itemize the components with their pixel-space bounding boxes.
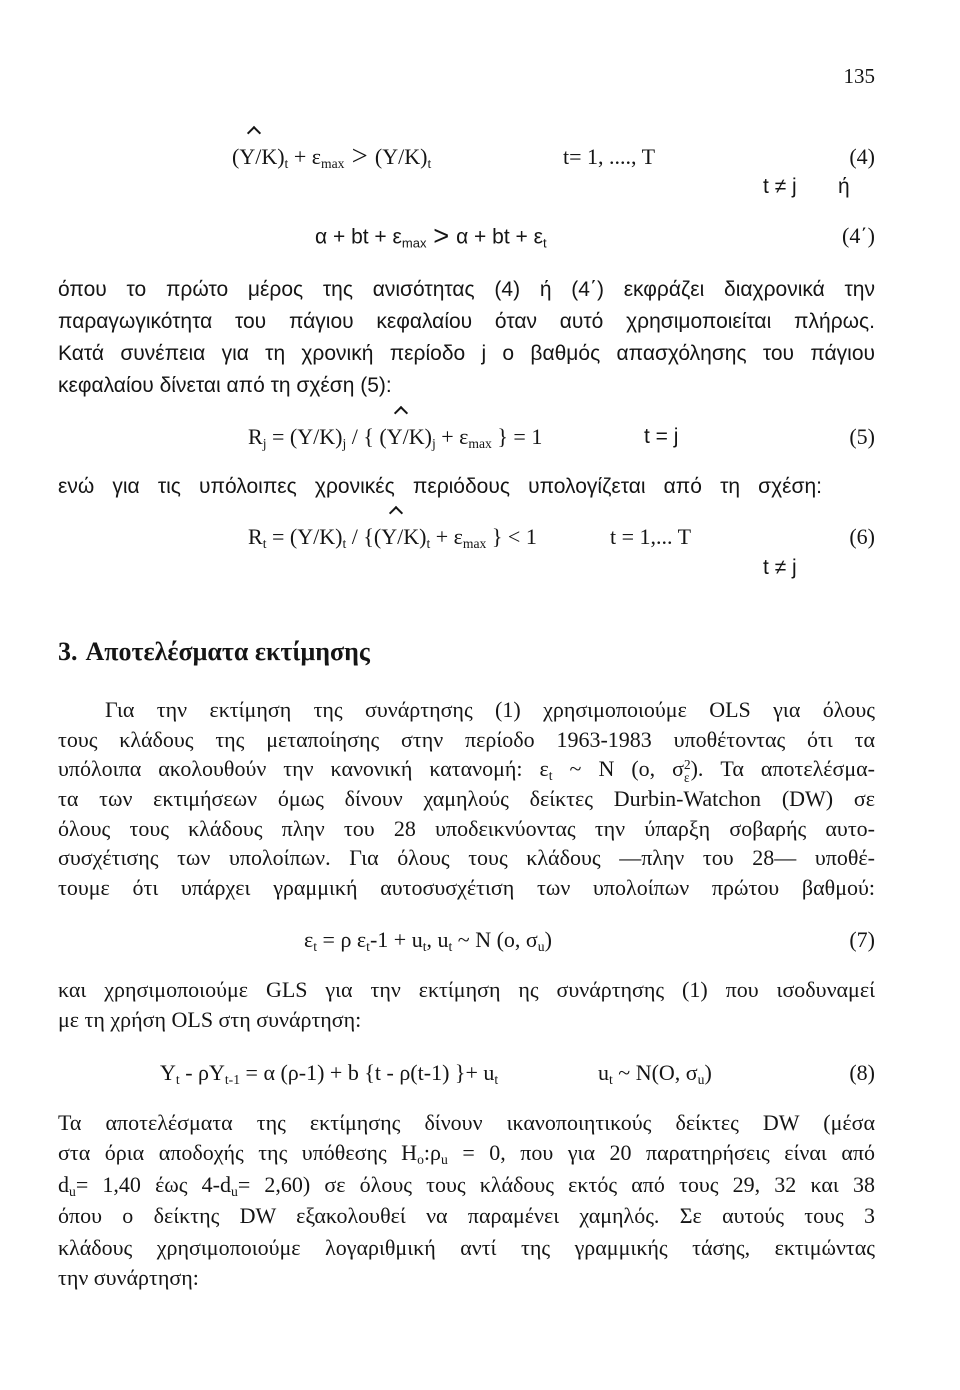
eq-term: } = 1 [491, 424, 543, 449]
eq-term: α + bt + ε [315, 225, 402, 249]
subscript-max: max [321, 156, 345, 172]
paragraph-3-line-3 [58, 754, 875, 784]
sigma-epsilon-squared-indices [684, 759, 691, 784]
y-over-k-hat-term: (Y/K) [232, 142, 285, 172]
equation-6-range: t = 1,... T [610, 524, 692, 549]
eq-term: -1 + u [369, 927, 423, 952]
equation-4-prime-number: (4΄) [842, 223, 875, 248]
eq-term: / { [346, 524, 374, 549]
eq-term: (Y/K) [374, 144, 428, 169]
paragraph-5-line-3 [58, 1170, 875, 1200]
subscript-t: t [548, 768, 553, 784]
subscript-t-minus-1: t-1 [224, 1072, 241, 1088]
subscript-u: u [697, 1072, 705, 1088]
y-over-k-hat-term: (Y/K) [374, 522, 427, 552]
equation-4 [232, 142, 431, 172]
paragraph-5-line-2 [58, 1138, 875, 1168]
eq-term: , u [426, 927, 449, 952]
paragraph-3-line-2: τους κλάδους της μεταποίησης στην περίοδο 1963-1983 υποθέτοντας ότι τα [58, 727, 875, 752]
eq-term: R [248, 424, 263, 449]
subscript-max: max [468, 436, 492, 452]
equation-4-or: ή [838, 175, 850, 198]
superscript-2: 2 [684, 757, 691, 773]
subscript-t: t [448, 939, 453, 955]
page-number: 135 [843, 64, 875, 88]
eq-term: - ρY [179, 1060, 225, 1085]
text-run: στα όρια αποδοχής της υπόθεσης H [58, 1140, 418, 1165]
paragraph-4-line-2: με τη χρήση OLS στη συνάρτηση: [58, 1007, 362, 1032]
subscript-t: t [342, 536, 347, 552]
eq-term: ε [304, 927, 314, 952]
paragraph-5-line-4: όπου ο δείκτης DW εξακολουθεί να παραμένει χαμηλός. Σε αυτούς τους 3 [58, 1203, 875, 1228]
paragraph-3-line-1: Για την εκτίμηση της συνάρτησης (1) χρησιμοποιούμε OLS για όλους [105, 697, 875, 722]
eq-term: } < 1 [486, 524, 537, 549]
y-over-k-hat-term: (Y/K) [379, 422, 432, 452]
paragraph-3-line-4: τα των εκτιμήσεων όμως δίνουν χαμηλούς δείκτες Durbin-Watchon (DW) σε [58, 786, 875, 811]
subscript-t: t [427, 156, 432, 172]
eq-term: Y [160, 1060, 176, 1085]
equation-6 [248, 522, 537, 552]
subscript-o: o [417, 1152, 424, 1168]
subscript-t: t [426, 536, 431, 552]
eq-term: ) [544, 927, 552, 952]
greater-than-sign: > [433, 220, 450, 251]
subscript-epsilon: ε [684, 769, 690, 785]
eq-term: R [248, 524, 263, 549]
paragraph-1-line-1: όπου το πρώτο μέρος της ανισότητας (4) ή (4΄) εκφράζει διαχρονικά την [58, 278, 875, 301]
equation-4-number: (4) [849, 144, 875, 169]
subscript-u: u [537, 939, 545, 955]
eq-term: u [598, 1060, 609, 1085]
eq-term: + ε [430, 524, 463, 549]
equation-6-condition: t ≠ j [763, 556, 797, 579]
eq-term: α + bt + ε [456, 225, 543, 249]
eq-term: ) [704, 1060, 712, 1085]
text-run: υπόλοιπα ακολουθούν την κανονική κατανομή: ε [58, 756, 549, 781]
equation-5 [248, 422, 542, 452]
eq-term: = ρ ε [317, 927, 367, 952]
eq-term: + ε [435, 424, 469, 449]
eq-term: / { [346, 424, 380, 449]
subscript-u: u [231, 1184, 238, 1200]
subscript-t: t [313, 939, 318, 955]
greater-than-sign: > [351, 141, 368, 173]
paragraph-3-line-7: τουμε ότι υπάρχει γραμμική αυτοσυσχέτιση των υπολοίπων πρώτου βαθμού: [58, 875, 875, 900]
subscript-t: t [422, 939, 427, 955]
text-run: = 2,60) σε όλους τους κλάδους εκτός από τους 29, 32 και 38 [237, 1172, 875, 1197]
text-run: = 1,40 έως 4-d [75, 1172, 231, 1197]
eq-term: + ε [288, 144, 321, 169]
equation-4-prime [315, 221, 547, 251]
subscript-j: j [342, 436, 347, 452]
paragraph-5-line-6: την συνάρτηση: [58, 1265, 199, 1290]
equation-4-condition: t ≠ j [763, 175, 797, 198]
equation-5-range: t = j [644, 425, 679, 448]
paragraph-3-line-5: όλους τους κλάδους πλην του 28 υποδεικνύοντας την ύπαρξη σοβαρής αυτο- [58, 816, 875, 841]
equation-5-number: (5) [849, 424, 875, 449]
section-heading [58, 636, 370, 668]
subscript-j: j [262, 436, 267, 452]
eq-term: = α (ρ-1) + b {t - ρ(t-1) }+ u [240, 1060, 495, 1085]
subscript-t: t [609, 1072, 613, 1088]
subscript-max: max [462, 536, 487, 552]
equation-8-distribution [598, 1058, 712, 1088]
text-run: :ρ [423, 1140, 441, 1165]
subscript-u: u [440, 1152, 448, 1168]
paragraph-1-line-3: Κατά συνέπεια για τη χρονική περίοδο j ο βαθμός απασχόλησης του πάγιου [58, 342, 875, 365]
section-number: 3. [58, 637, 78, 666]
eq-term: = (Y/K) [266, 424, 343, 449]
text-run: ~ N (ο, σ [552, 756, 685, 781]
paragraph-5-line-1: Τα αποτελέσματα της εκτίμησης δίνουν ικανοποιητικούς δείκτες DW (μέσα [58, 1110, 875, 1135]
subscript-t: t [284, 156, 289, 172]
equation-8 [160, 1058, 498, 1088]
paragraph-5-line-5: κλάδους χρησιμοποιούμε λογαριθμική αντί της γραμμικής τάσης, εκτιμώντας [58, 1235, 875, 1260]
eq-term: ~ N(O, σ [612, 1060, 698, 1085]
text-run: ). Τα αποτελέσμα- [690, 756, 875, 781]
eq-term: = (Y/K) [266, 524, 343, 549]
paragraph-1-line-2: παραγωγικότητα του πάγιου κεφαλαίου όταν αυτό χρησιμοποιείται πλήρως. [58, 310, 875, 333]
paragraph-4-line-1: και χρησιμοποιούμε GLS για την εκτίμηση ης συνάρτησης (1) που ισοδυναμεί [58, 977, 875, 1002]
subscript-u: u [69, 1184, 76, 1200]
equation-7 [304, 925, 552, 955]
equation-4-range: t= 1, ...., T [563, 144, 656, 169]
equation-7-number: (7) [849, 927, 875, 952]
subscript-j: j [431, 436, 436, 452]
equation-6-number: (6) [849, 524, 875, 549]
equation-8-number: (8) [849, 1060, 875, 1085]
text-run: = 0, που για 20 παρατηρήσεις είναι από [447, 1140, 875, 1165]
subscript-t: t [542, 235, 547, 251]
paragraph-2-line: ενώ για τις υπόλοιπες χρονικές περιόδους υπολογίζεται από τη σχέση: [58, 475, 822, 498]
section-title: Αποτελέσματα εκτίμησης [85, 637, 370, 666]
subscript-t: t [175, 1072, 180, 1088]
eq-term: ~ N (ο, σ [452, 927, 538, 952]
subscript-t: t [366, 939, 370, 955]
paragraph-3-line-6: συσχέτισης των υπολοίπων. Για όλους τους κλάδους —πλην του 28— υποθέ- [58, 845, 875, 870]
subscript-t: t [262, 536, 267, 552]
paragraph-1-line-4: κεφαλαίου δίνεται από τη σχέση (5): [58, 374, 392, 397]
subscript-max: max [401, 235, 427, 251]
text-run: d [58, 1172, 69, 1197]
subscript-t: t [494, 1072, 499, 1088]
